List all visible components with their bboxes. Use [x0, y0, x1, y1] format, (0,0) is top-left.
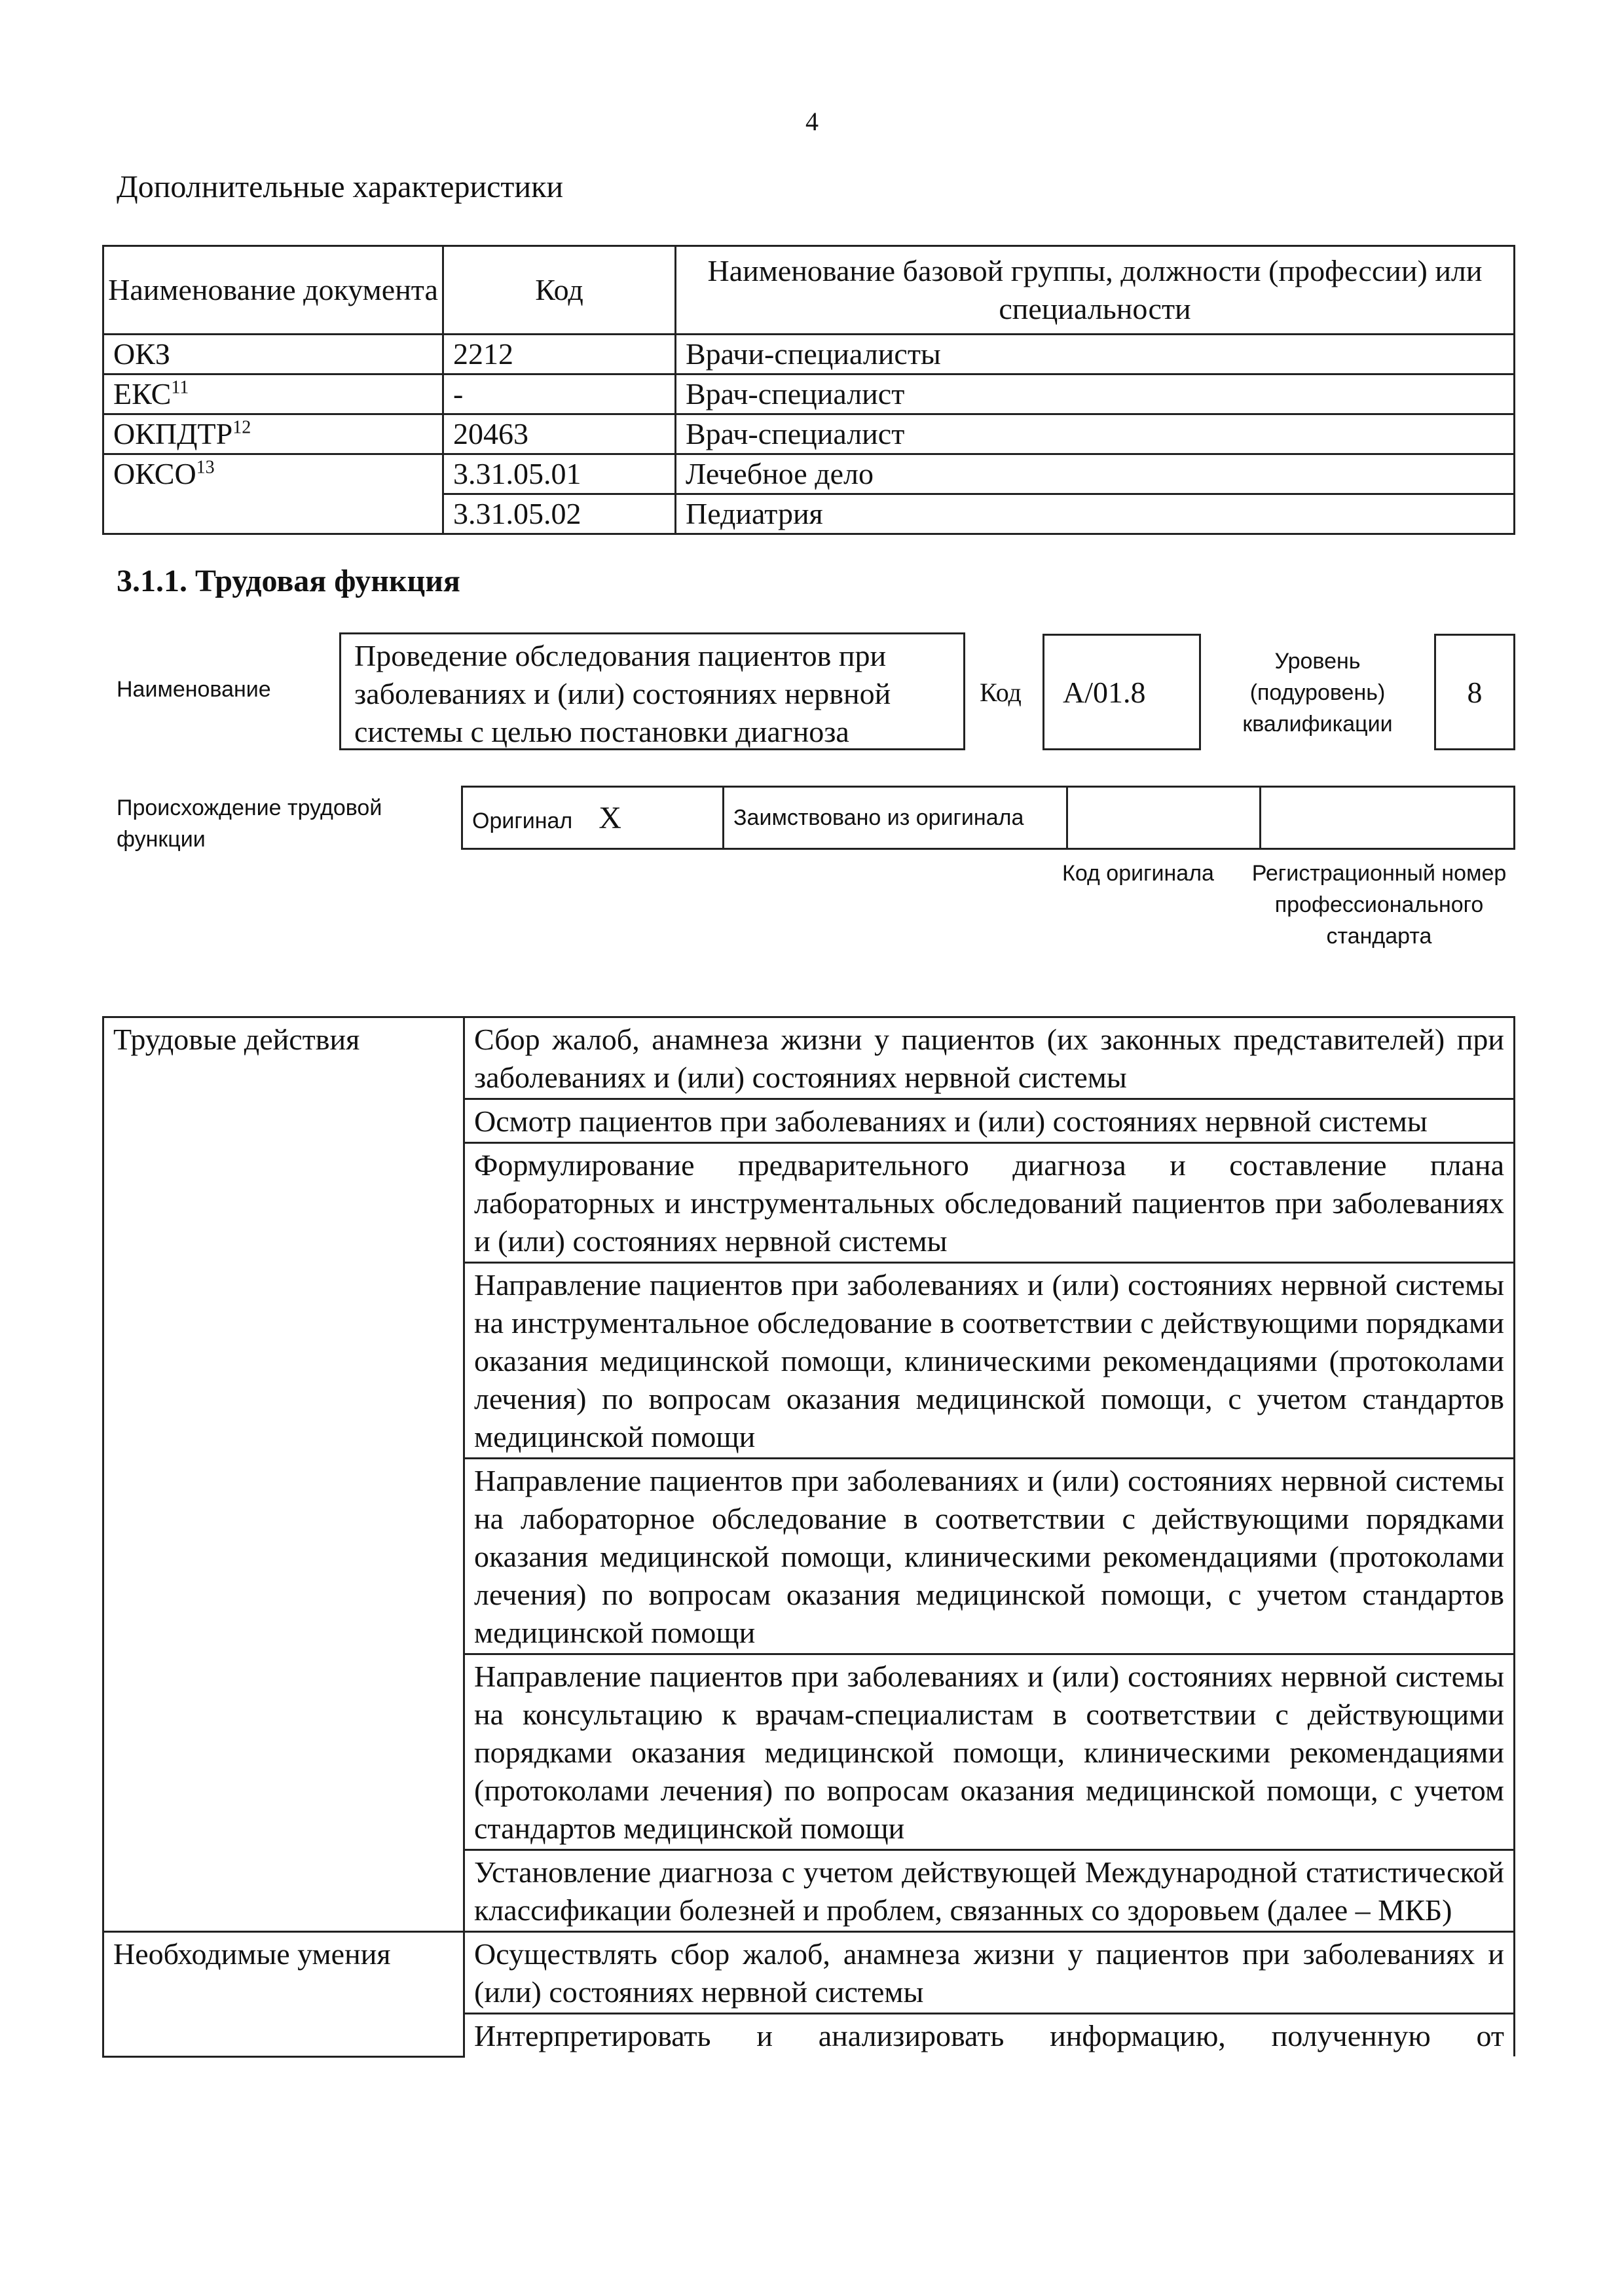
- function-code-value: A/01.8: [1063, 675, 1146, 709]
- labor-action-item: Направление пациентов при заболеваниях и (или) состояниях нервной системы на инструментальное обследование в соответствии с действующими порядками оказания медицинской помощи, клиническими рекомендациями (протоколами лечения) по вопросам оказания медицинской помощи, с учетом стандартов медицинской помощи: [464, 1263, 1515, 1459]
- code-cell: 3.31.05.02: [443, 494, 676, 534]
- header-code: Код: [443, 246, 676, 335]
- function-code-box: [1043, 634, 1201, 750]
- section-heading: Дополнительные характеристики: [117, 170, 564, 204]
- page-number: 4: [805, 107, 819, 136]
- footnote-ref: 13: [196, 457, 215, 478]
- doc-cell: [103, 335, 443, 374]
- original-label: Оригинал: [472, 808, 573, 833]
- labor-action-item: Сбор жалоб, анамнеза жизни у пациентов (их законных представителей) при заболеваниях и (или) состояниях нервной системы: [464, 1017, 1515, 1099]
- doc-cell: [103, 454, 443, 534]
- footnote-ref: 11: [171, 377, 189, 398]
- labor-function-details-table: [102, 1016, 1515, 2058]
- labor-action-item: Направление пациентов при заболеваниях и (или) состояниях нервной системы на консультацию к врачам-специалистам в соответствии с действующими порядками оказания медицинской помощи, клиническими рекомендациями (протоколами лечения) по вопросам оказания медицинской помощи, с учетом стандартов медицинской помощи: [464, 1654, 1515, 1850]
- table-row: [103, 1932, 1515, 2014]
- origin-label: Происхождение трудовой функции: [117, 795, 382, 852]
- labor-action-item: Направление пациентов при заболеваниях и (или) состояниях нервной системы на лабораторное обследование в соответствии с действующими порядками оказания медицинской помощи, клиническими рекомендациями (протоколами лечения) по вопросам оказания медицинской помощи, с учетом стандартов медицинской помощи: [464, 1459, 1515, 1654]
- skill-item: Осуществлять сбор жалоб, анамнеза жизни у пациентов при заболеваниях и (или) состояниях нервной системы: [464, 1932, 1515, 2014]
- footnote-ref: 12: [232, 417, 251, 438]
- reg-number-label: Регистрационный номер профессионального стандарта: [1251, 861, 1507, 949]
- doc-cell: [103, 374, 443, 414]
- characteristics-header-row: [103, 246, 1515, 335]
- labor-action-item: Установление диагноза с учетом действующей Международной статистической классификации болезней и проблем, связанных со здоровьем (далее – МКБ): [464, 1850, 1515, 1932]
- group-name-cell: Врач-специалист: [676, 374, 1515, 414]
- group-name-cell: Врачи-специалисты: [676, 335, 1515, 374]
- code-cell: 2212: [443, 335, 676, 374]
- table-row: [103, 414, 1515, 454]
- code-cell: 20463: [443, 414, 676, 454]
- header-document: Наименование документа: [103, 246, 443, 335]
- function-name-box: [339, 632, 965, 750]
- code-label: Код: [980, 678, 1022, 707]
- reg-number-cell: [1261, 787, 1515, 849]
- labor-action-item: Осмотр пациентов при заболеваниях и (или) состояниях нервной системы: [464, 1099, 1515, 1143]
- group-name-cell: Педиатрия: [676, 494, 1515, 534]
- function-name-value: Проведение обследования пациентов при заболеваниях и (или) состояниях нервной системы с целью постановки диагноза: [354, 639, 891, 748]
- qualification-level-box: [1434, 634, 1515, 750]
- origin-row: [462, 787, 1515, 849]
- header-group-name: Наименование базовой группы, должности (профессии) или специальности: [676, 246, 1515, 335]
- qualification-level-value: 8: [1467, 675, 1483, 709]
- table-row: [103, 1017, 1515, 1099]
- code-cell: 3.31.05.01: [443, 454, 676, 494]
- characteristics-table: [102, 245, 1515, 535]
- doc-name: ЕКС: [113, 377, 172, 410]
- doc-cell: [103, 414, 443, 454]
- doc-name: ОКСО: [113, 457, 196, 490]
- borrowed-cell: Заимствовано из оригинала: [724, 787, 1067, 849]
- code-cell: -: [443, 374, 676, 414]
- group-name-cell: Лечебное дело: [676, 454, 1515, 494]
- labor-actions-label: Трудовые действия: [103, 1017, 464, 1932]
- code-original-cell: [1067, 787, 1261, 849]
- doc-name: ОКПДТР: [113, 417, 233, 450]
- name-label: Наименование: [117, 677, 271, 702]
- skill-item: Интерпретировать и анализировать информацию, полученную от: [464, 2014, 1515, 2057]
- table-row: [103, 374, 1515, 414]
- table-row: [103, 454, 1515, 494]
- skills-label: Необходимые умения: [103, 1932, 464, 2057]
- labor-action-item: Формулирование предварительного диагноза и составление плана лабораторных и инструментальных обследований пациентов при заболеваниях и (или) состояниях нервной системы: [464, 1143, 1515, 1263]
- doc-name: ОКЗ: [113, 337, 170, 371]
- group-name-cell: Врач-специалист: [676, 414, 1515, 454]
- origin-table: [461, 786, 1515, 850]
- qualification-level-label: Уровень (подуровень) квалификации: [1242, 649, 1393, 737]
- code-original-label: Код оригинала: [1062, 861, 1214, 886]
- table-row: [103, 335, 1515, 374]
- original-check-mark: X: [599, 800, 621, 835]
- original-cell: [462, 787, 724, 849]
- function-heading: 3.1.1. Трудовая функция: [117, 564, 460, 598]
